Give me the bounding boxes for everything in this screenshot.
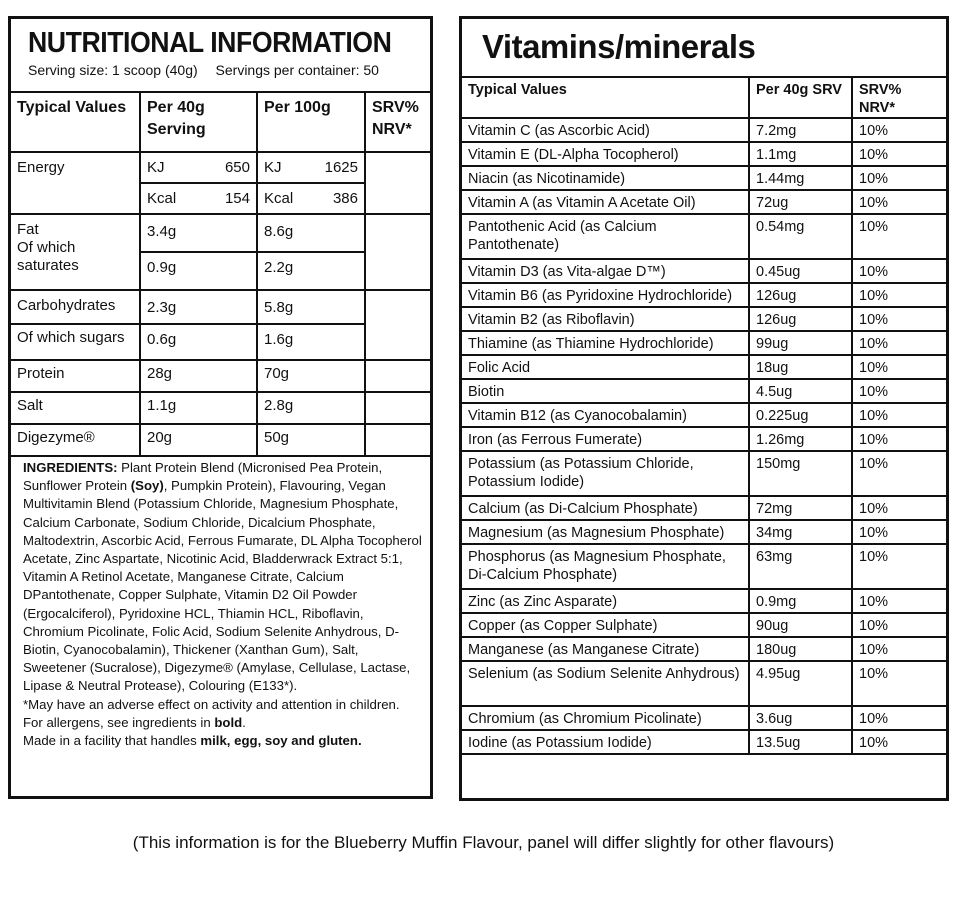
flavour-footnote: (This information is for the Blueberry Muffin Flavour, panel will differ slightly for other flavours)	[132, 833, 835, 852]
sugars-100: 1.6g	[257, 324, 365, 360]
protein-nrv	[365, 360, 430, 392]
vitamin-amount-cell: 1.1mg	[749, 142, 852, 166]
vitamin-nrv-cell: 10%	[852, 214, 946, 259]
vitamin-amount-cell: 99ug	[749, 331, 852, 355]
vitamin-amount-cell: 1.26mg	[749, 427, 852, 451]
sugars-40: 0.6g	[140, 324, 257, 360]
serving-size: Serving size: 1 scoop (40g)	[28, 62, 198, 78]
table-row	[462, 544, 946, 589]
table-row	[462, 118, 946, 142]
vitamin-nrv-cell: 10%	[852, 166, 946, 190]
vitamin-amount-cell: 63mg	[749, 544, 852, 589]
ingredients-warning: *May have an adverse effect on activity and attention in children.	[23, 696, 400, 712]
vitamin-nrv-cell: 10%	[852, 544, 946, 589]
vitamins-title: Vitamins/minerals	[482, 28, 756, 65]
allergen-note: For allergens, see ingredients in bold.	[23, 714, 246, 730]
vitamin-name-cell: Selenium (as Sodium Selenite Anhydrous)	[462, 661, 749, 706]
vitamin-name-cell: Vitamin B12 (as Cyanocobalamin)	[462, 403, 749, 427]
vitamin-nrv-cell: 10%	[852, 259, 946, 283]
vitamin-nrv-cell: 10%	[852, 589, 946, 613]
table-row	[462, 283, 946, 307]
servings-per-container: Servings per container: 50	[215, 62, 379, 78]
vitamin-amount-cell: 0.9mg	[749, 589, 852, 613]
table-row	[462, 379, 946, 403]
header-nrv: SRV% NRV*	[852, 77, 946, 118]
table-row	[462, 166, 946, 190]
fat-label: Fat Of which saturates	[11, 214, 140, 290]
table-row	[462, 190, 946, 214]
table-row	[462, 730, 946, 754]
table-row	[11, 214, 430, 252]
header-nrv: SRV% NRV*	[365, 92, 430, 152]
facility-note: Made in a facility that handles milk, egg, soy and gluten.	[23, 733, 362, 749]
digezyme-100: 50g	[257, 424, 365, 456]
table-row	[11, 424, 430, 456]
vitamin-amount-cell: 72ug	[749, 190, 852, 214]
vitamin-amount-cell: 72mg	[749, 496, 852, 520]
vitamins-panel	[459, 16, 949, 801]
vitamin-nrv-cell: 10%	[852, 355, 946, 379]
carbs-100: 5.8g	[257, 290, 365, 324]
digezyme-40: 20g	[140, 424, 257, 456]
table-row	[462, 307, 946, 331]
vitamin-nrv-cell: 10%	[852, 451, 946, 496]
vitamin-amount-cell: 1.44mg	[749, 166, 852, 190]
vitamin-name-cell: Niacin (as Nicotinamide)	[462, 166, 749, 190]
ingredients-section	[23, 459, 423, 750]
table-row	[462, 637, 946, 661]
table-header-row	[462, 77, 946, 118]
digezyme-nrv	[365, 424, 430, 456]
vitamin-name-cell: Vitamin D3 (as Vita-algae D™)	[462, 259, 749, 283]
table-row	[11, 290, 430, 324]
header-per-40g: Per 40g Serving	[140, 92, 257, 152]
vitamin-amount-cell: 126ug	[749, 307, 852, 331]
vitamin-amount-cell: 0.54mg	[749, 214, 852, 259]
carbs-40: 2.3g	[140, 290, 257, 324]
vitamin-name-cell: Vitamin A (as Vitamin A Acetate Oil)	[462, 190, 749, 214]
vitamin-amount-cell: 3.6ug	[749, 706, 852, 730]
vitamin-name-cell: Vitamin C (as Ascorbic Acid)	[462, 118, 749, 142]
vitamin-nrv-cell: 10%	[852, 706, 946, 730]
header-per-40g: Per 40g SRV	[749, 77, 852, 118]
vitamin-amount-cell: 4.5ug	[749, 379, 852, 403]
table-row	[11, 392, 430, 424]
table-row	[462, 496, 946, 520]
vitamin-nrv-cell: 10%	[852, 283, 946, 307]
nutrition-title: NUTRITIONAL INFORMATION	[28, 27, 392, 59]
table-row	[462, 451, 946, 496]
header-per-100g: Per 100g	[257, 92, 365, 152]
energy-kcal-40: Kcal 154	[140, 183, 257, 214]
protein-40: 28g	[140, 360, 257, 392]
vitamin-amount-cell: 34mg	[749, 520, 852, 544]
table-header-row	[11, 92, 430, 152]
vitamin-name-cell: Thiamine (as Thiamine Hydrochloride)	[462, 331, 749, 355]
vitamin-nrv-cell: 10%	[852, 118, 946, 142]
vitamin-nrv-cell: 10%	[852, 637, 946, 661]
vitamin-name-cell: Manganese (as Manganese Citrate)	[462, 637, 749, 661]
vitamin-nrv-cell: 10%	[852, 427, 946, 451]
table-row	[462, 613, 946, 637]
energy-kj-40: KJ 650	[140, 152, 257, 183]
header-typical-values: Typical Values	[462, 77, 749, 118]
table-row	[462, 661, 946, 706]
ingredients-text: INGREDIENTS: Plant Protein Blend (Micronised Pea Protein, Sunflower Protein (Soy), Pumpkin Protein), Flavouring, Vegan Multivitamin Blend (Potassium Chloride, Magnesium Phosphate, Calcium Carbonate, Sodium Chloride, Dicalcium Phosphate, Maltodextrin, Ascorbic Acid, Ferrous Fumarate, DL Alpha Tocopherol Acetate, Zinc Aspartate, Nicotinic Acid, Bladderwrack Extract 5:1, Vitamin A Retinol Acetate, Manganese Citrate, Calcium DPantothenate, Copper Sulphate, Vitamin D2 Oil Powder (Ergocalciferol), Pyridoxine HCL, Thiamin HCL, Riboflavin, Chromium Picolinate, Folic Acid, Sodium Selenite Anhydrous, D-Biotin, Cyanocobalamin), Thickener (Xanthan Gum), Salt, Sweetener (Sucralose), Digezyme® (Amylase, Cellulase, Lactase, Lipase & Neutral Protease), Colouring (E133*).	[23, 460, 422, 694]
carbs-label: Carbohydrates	[11, 290, 140, 324]
vitamin-name-cell: Zinc (as Zinc Asparate)	[462, 589, 749, 613]
salt-40: 1.1g	[140, 392, 257, 424]
vitamin-name-cell: Calcium (as Di-Calcium Phosphate)	[462, 496, 749, 520]
vitamin-nrv-cell: 10%	[852, 520, 946, 544]
vitamin-name-cell: Iron (as Ferrous Fumerate)	[462, 427, 749, 451]
table-row	[11, 360, 430, 392]
vitamin-name-cell: Phosphorus (as Magnesium Phosphate, Di-Calcium Phosphate)	[462, 544, 749, 589]
vitamin-amount-cell: 90ug	[749, 613, 852, 637]
vitamin-name-cell: Vitamin E (DL-Alpha Tocopherol)	[462, 142, 749, 166]
vitamin-nrv-cell: 10%	[852, 190, 946, 214]
vitamin-amount-cell: 4.95ug	[749, 661, 852, 706]
vitamin-amount-cell: 13.5ug	[749, 730, 852, 754]
vitamin-name-cell: Pantothenic Acid (as Calcium Pantothenate)	[462, 214, 749, 259]
nutrition-panel	[8, 16, 433, 799]
vitamin-nrv-cell: 10%	[852, 730, 946, 754]
table-row	[462, 520, 946, 544]
vitamin-name-cell: Copper (as Copper Sulphate)	[462, 613, 749, 637]
vitamin-nrv-cell: 10%	[852, 496, 946, 520]
table-row	[462, 259, 946, 283]
table-row	[462, 589, 946, 613]
carbs-nrv	[365, 290, 430, 360]
sugars-label: Of which sugars	[11, 324, 140, 360]
table-row	[462, 403, 946, 427]
table-row	[462, 706, 946, 730]
vitamin-name-cell: Potassium (as Potassium Chloride, Potassium Iodide)	[462, 451, 749, 496]
vitamin-amount-cell: 180ug	[749, 637, 852, 661]
table-row	[462, 214, 946, 259]
vitamin-name-cell: Iodine (as Potassium Iodide)	[462, 730, 749, 754]
vitamin-name-cell: Folic Acid	[462, 355, 749, 379]
vitamin-amount-cell: 7.2mg	[749, 118, 852, 142]
vitamin-nrv-cell: 10%	[852, 661, 946, 706]
table-row	[11, 152, 430, 183]
energy-kj-100: KJ 1625	[257, 152, 365, 183]
vitamin-nrv-cell: 10%	[852, 307, 946, 331]
fat-100: 8.6g	[257, 214, 365, 252]
vitamin-amount-cell: 18ug	[749, 355, 852, 379]
protein-label: Protein	[11, 360, 140, 392]
table-row	[462, 427, 946, 451]
vitamin-name-cell: Magnesium (as Magnesium Phosphate)	[462, 520, 749, 544]
fat-40: 3.4g	[140, 214, 257, 252]
vitamin-name-cell: Vitamin B2 (as Riboflavin)	[462, 307, 749, 331]
salt-nrv	[365, 392, 430, 424]
fat-nrv	[365, 214, 430, 290]
table-row	[462, 331, 946, 355]
salt-label: Salt	[11, 392, 140, 424]
table-row	[462, 355, 946, 379]
vitamin-name-cell: Chromium (as Chromium Picolinate)	[462, 706, 749, 730]
vitamin-nrv-cell: 10%	[852, 331, 946, 355]
vitamin-nrv-cell: 10%	[852, 403, 946, 427]
vitamin-amount-cell: 126ug	[749, 283, 852, 307]
vitamin-name-cell: Vitamin B6 (as Pyridoxine Hydrochloride)	[462, 283, 749, 307]
energy-kcal-100: Kcal 386	[257, 183, 365, 214]
nutrition-table	[11, 91, 430, 457]
salt-100: 2.8g	[257, 392, 365, 424]
vitamins-table	[462, 76, 946, 755]
saturates-100: 2.2g	[257, 252, 365, 290]
vitamin-amount-cell: 0.45ug	[749, 259, 852, 283]
vitamin-amount-cell: 150mg	[749, 451, 852, 496]
vitamin-amount-cell: 0.225ug	[749, 403, 852, 427]
vitamin-name-cell: Biotin	[462, 379, 749, 403]
digezyme-label: Digezyme®	[11, 424, 140, 456]
header-typical-values: Typical Values	[11, 92, 140, 152]
energy-label: Energy	[11, 152, 140, 214]
protein-100: 70g	[257, 360, 365, 392]
table-row	[462, 142, 946, 166]
energy-nrv	[365, 152, 430, 214]
vitamins-table-body	[462, 118, 946, 754]
saturates-40: 0.9g	[140, 252, 257, 290]
vitamin-nrv-cell: 10%	[852, 142, 946, 166]
serving-info	[28, 61, 430, 79]
vitamin-nrv-cell: 10%	[852, 613, 946, 637]
vitamin-nrv-cell: 10%	[852, 379, 946, 403]
